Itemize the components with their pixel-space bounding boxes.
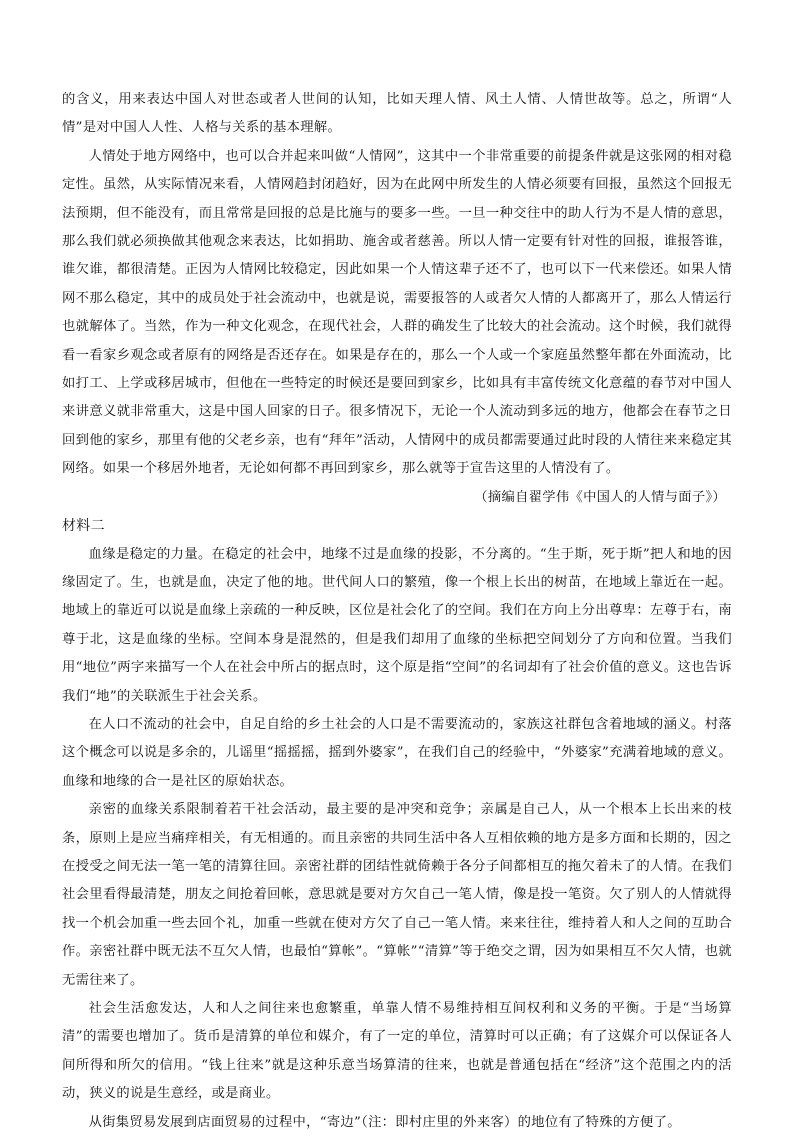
paragraph: 人情处于地方网络中，也可以合并起来叫做“人情网”，这其中一个非常重要的前提条件就是这张网的相对稳定性。虽然，从实际情况来看，人情网趋封闭趋好，因为在此网中所发生的人情必须要有回报，虽然这个回报无法预期，但不能没有，而且常常是回报的总是比施与的要多一些。一旦一种交往中的助人行为不是人情的意思，那么我们就必须换做其他观念来表达，比如捐助、施舍或者慈善。所以人情一定要有针对性的回报，谁报答谁，谁欠谁，都很清楚。正因为人情网比较稳定，因此如果一个人情这辈子还不了，也可以下一代来偿还。如果人情网不那么稳定，其中的成员处于社会流动中，也就是说，需要报答的人或者欠人情的人都离开了，那么人情运行也就解体了。当然，作为一种文化观念，在现代社会，人群的确发生了比较大的社会流动。这个时候，我们就得看一看家乡观念或者原有的网络是否还存在。如果是存在的，那么一个人或一个家庭虽然整年都在外面流动，比如打工、上学或移居城市，但他在一些特定的时候还是要回到家乡，比如具有丰富传统文化意蕴的春节对中国人来讲意义就非常重大，这是中国人回家的日子。很多情况下，无论一个人流动到多远的地方，他都会在春节之日回到他的家乡，那里有他的父老乡亲，也有“拜年”活动，人情网中的成员都需要通过此时段的人情往来来稳定其网络。如果一个移居外地者，无论如何都不再回到家乡，那么就等于宣告这里的人情没有了。 — [62, 148, 732, 477]
source-citation: （摘编自翟学伟《中国人的人情与面子》） — [474, 489, 726, 505]
document-page — [62, 86, 732, 1137]
paragraph: 从街集贸易发展到店面贸易的过程中，“寄边”（注：即村庄里的外来客）的地位有了特殊的方便了。 — [88, 1114, 681, 1130]
section-heading: 材料二 — [62, 518, 105, 535]
paragraph: 亲密的血缘关系限制着若干社会活动，最主要的是冲突和竞争；亲属是自己人，从一个根本上长出来的枝条，原则上是应当痛痒相关，有无相通的。而且亲密的共同生活中各人互相依赖的地方是多方面和长期的，因之在授受之间无法一笔一笔的清算往回。亲密社群的团结性就倚赖于各分子间都相互的拖欠着未了的人情。在我们社会里看得最清楚，朋友之间抢着回帐，意思就是要对方欠自己一笔人情，像是投一笔资。欠了别人的人情就得找一个机会加重一些去回个礼，加重一些就在使对方欠了自己一笔人情。来来往往，维持着人和人之间的互助合作。亲密社群中既无法不互欠人情，也最怕“算帐”。“算帐”“清算”等于绝交之谓，因为如果相互不欠人情，也就无需往来了。 — [62, 802, 732, 988]
paragraph: 社会生活愈发达，人和人之间往来也愈繁重，单靠人情不易维持相互间权利和义务的平衡。于是“当场算清”的需要也增加了。货币是清算的单位和媒介，有了一定的单位，清算时可以正确；有了这媒介可以保证各人间所得和所欠的信用。“钱上往来”就是这种乐意当场算清的往来，也就是普通包括在“经济”这个范围之内的活动，狭义的说是生意经，或是商业。 — [62, 1001, 732, 1102]
paragraph: 在人口不流动的社会中，自足自给的乡土社会的人口是不需要流动的，家族这社群包含着地域的涵义。村落这个概念可以说是多余的，儿谣里“摇摇摇，摇到外婆家”，在我们自己的经验中，“外婆家”充满着地域的意义。血缘和地缘的合一是社区的原始状态。 — [62, 716, 732, 789]
paragraph: 的含义，用来表达中国人对世态或者人世间的认知，比如天理人情、风土人情、人情世故等。总之，所谓“人情”是对中国人人性、人格与关系的基本理解。 — [62, 92, 732, 136]
paragraph: 血缘是稳定的力量。在稳定的社会中，地缘不过是血缘的投影，不分离的。“生于斯，死于斯”把人和地的因缘固定了。生，也就是血，决定了他的地。世代间人口的繁殖，像一个根上长出的树苗，在地域上靠近在一起。地域上的靠近可以说是血缘上亲疏的一种反映，区位是社会化了的空间。我们在方向上分出尊卑：左尊于右，南尊于北，这是血缘的坐标。空间本身是混然的，但是我们却用了血缘的坐标把空间划分了方向和位置。当我们用“地位”两字来描写一个人在社会中所占的据点时，这个原是指“空间”的名词却有了社会价值的意义。这也告诉我们“地”的关联派生于社会关系。 — [62, 546, 732, 704]
